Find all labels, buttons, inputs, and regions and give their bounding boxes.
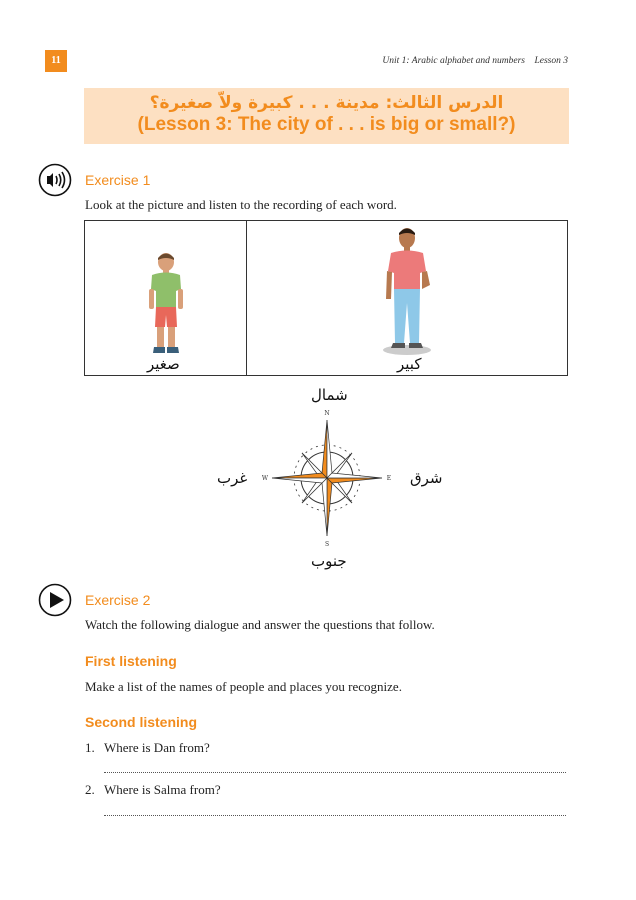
compass-w-letter: W [262,475,269,482]
second-listening-heading: Second listening [85,714,198,730]
exercise2-instruction: Watch the following dialogue and answer the questions that follow. [85,617,435,632]
exercise2-title: Exercise 2 [85,592,151,608]
first-listening-heading: First listening [85,653,177,669]
north-word: شمال [311,386,348,404]
exercise1-title: Exercise 1 [85,172,151,188]
first-listening-text: Make a list of the names of people and places you recognize. [85,679,402,694]
compass-s-letter: S [324,541,330,548]
lesson-title-arabic: الدرس الثالث: مدينة . . . كبيرة ولاّ صغيرة؟ [149,93,504,113]
south-word: جنوب [311,552,347,570]
east-word: شرق [410,469,443,487]
word-small: صغير [147,355,180,373]
picture-table [84,220,568,376]
question-2-number: 2. [85,782,95,797]
question-1-number: 1. [85,740,95,755]
west-word: غرب [217,469,248,487]
lesson-banner [84,88,569,144]
small-boy-image [143,249,189,363]
audio-icon[interactable] [38,163,72,197]
page-number: 11 [45,50,67,72]
tall-man-image [378,225,436,361]
answer-line-2[interactable] [104,814,566,816]
exercise1-instruction: Look at the picture and listen to the recording of each word. [85,197,397,212]
question-1-text: Where is Dan from? [104,740,210,755]
table-divider [246,221,247,375]
question-2-text: Where is Salma from? [104,782,221,797]
compass-e-letter: E [386,475,392,482]
lesson-title-english: (Lesson 3: The city of . . . is big or small?) [137,114,516,135]
word-big: كبير [397,355,422,373]
compass-n-letter: N [324,410,330,417]
answer-line-1[interactable] [104,771,566,773]
play-icon[interactable] [38,583,72,617]
running-head: Unit 1: Arabic alphabet and numbers Lesson 3 [382,56,568,66]
compass-rose [262,408,392,552]
